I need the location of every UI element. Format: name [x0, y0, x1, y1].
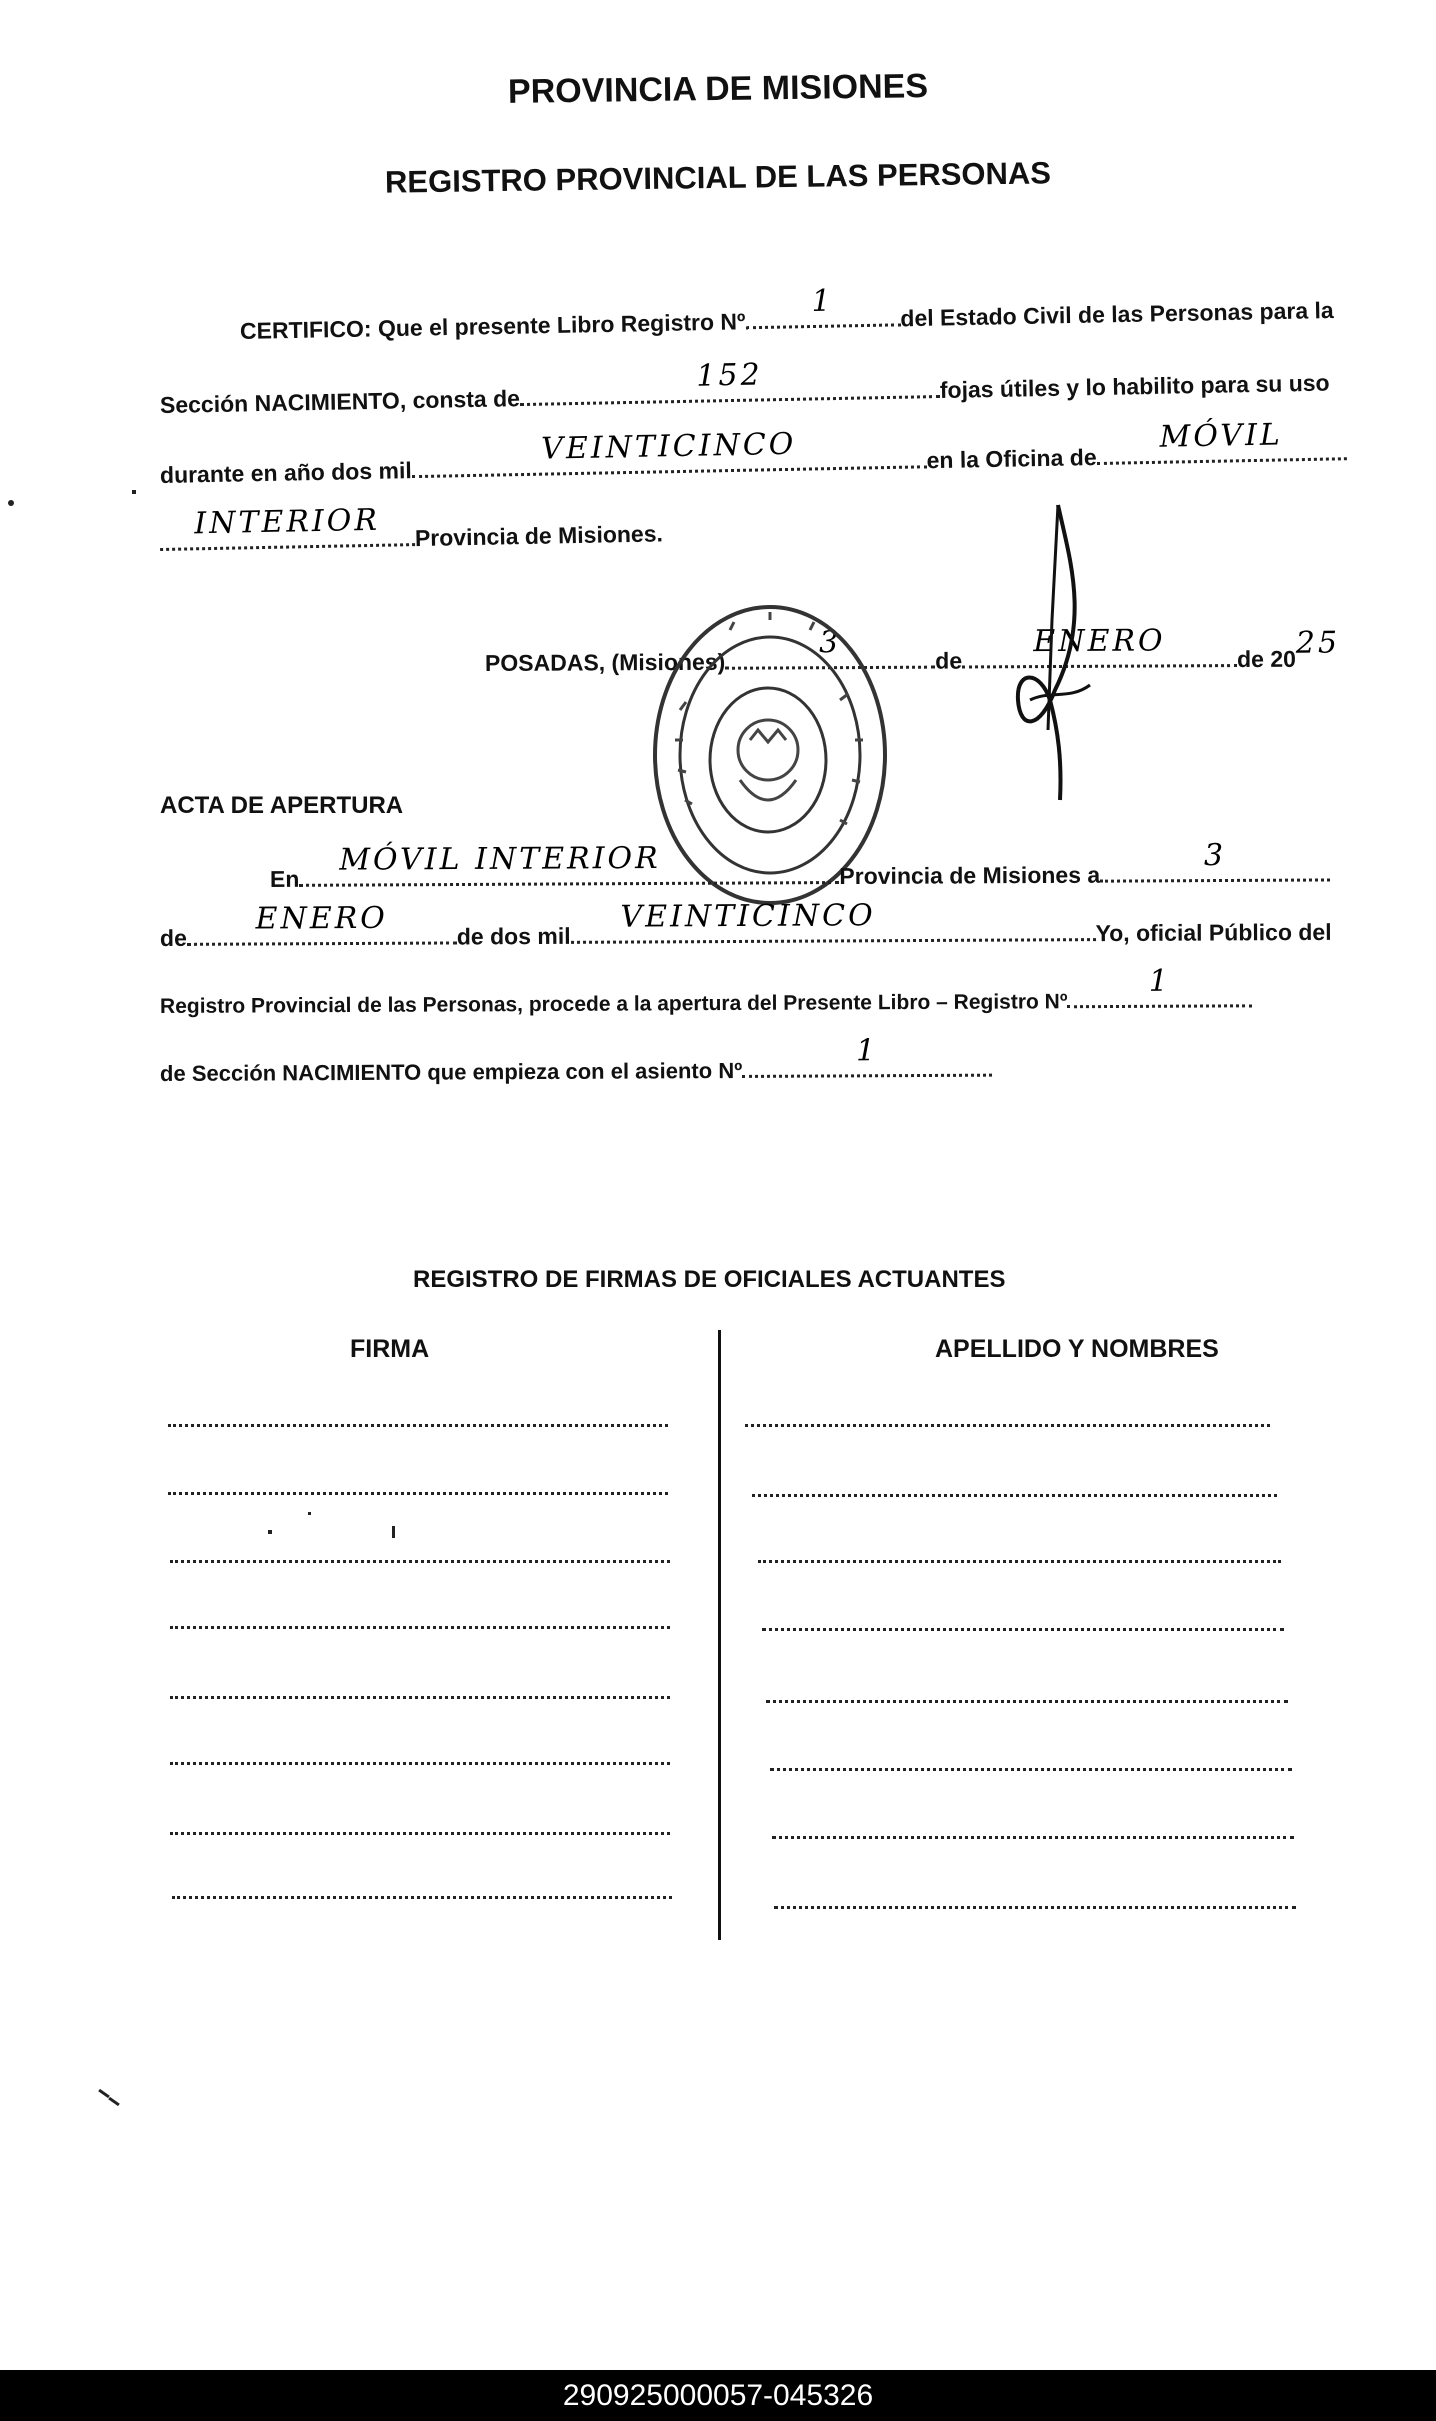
nombres-line[interactable] — [762, 1628, 1284, 1631]
apertura-line-3 — [159, 963, 1253, 1019]
certificate-text: del Estado Civil de las Personas para la — [900, 297, 1334, 332]
handwritten-value: 3 — [1203, 837, 1227, 874]
handwritten-value: 25 — [1295, 625, 1341, 661]
certificate-line-2 — [159, 357, 1330, 419]
certificate-text: Sección NACIMIENTO, consta de — [159, 385, 521, 418]
libro-number-field — [1067, 963, 1252, 1008]
handwritten-value: 3 — [819, 625, 842, 661]
certificate-text: Provincia de Misiones. — [414, 520, 664, 552]
apertura-text: Yo, oficial Público del — [1095, 918, 1332, 947]
lugar-field — [299, 840, 839, 887]
apertura-text: Provincia de Misiones a — [839, 861, 1101, 890]
handwritten-value: 1 — [855, 1033, 879, 1069]
scan-speck — [308, 1512, 311, 1515]
certificate-text: en la Oficina de — [926, 444, 1097, 474]
document-id-band: 290925000057-045326 — [0, 2370, 1436, 2421]
registro-number-field — [745, 283, 900, 329]
page-title: PROVINCIA DE MISIONES — [507, 67, 929, 111]
nombres-line[interactable] — [766, 1700, 1288, 1703]
firma-line[interactable] — [172, 1896, 672, 1899]
handwritten-value: ENERO — [255, 900, 388, 937]
handwritten-value: VEINTICINCO — [620, 898, 876, 935]
apertura-text: de Sección NACIMIENTO que empieza con el asiento Nº — [159, 1057, 743, 1086]
margin-mark — [8, 500, 14, 506]
certificate-line-4 — [160, 502, 664, 557]
nombres-line[interactable] — [758, 1560, 1281, 1563]
nombres-line[interactable] — [770, 1768, 1292, 1771]
certificate-line-3 — [159, 417, 1347, 489]
handwritten-value: 1 — [1148, 963, 1172, 999]
page-subtitle: REGISTRO PROVINCIAL DE LAS PERSONAS — [384, 155, 1052, 200]
handwritten-value: VEINTICINCO — [540, 426, 797, 467]
apertura-text: En — [269, 865, 300, 892]
asiento-field — [742, 1033, 992, 1078]
handwritten-value: ENERO — [1033, 623, 1166, 660]
apertura-text: de — [159, 924, 187, 951]
nombres-column-header: APELLIDO Y NOMBRES — [935, 1335, 1219, 1363]
place-date-line — [484, 623, 1341, 677]
apertura-text: de dos mil — [456, 922, 571, 950]
dia-field — [1100, 837, 1330, 882]
handwritten-value: MÓVIL INTERIOR — [339, 840, 661, 878]
firma-line[interactable] — [168, 1424, 668, 1427]
firma-line[interactable] — [170, 1696, 670, 1699]
certificate-text: fojas útiles y lo habilito para su uso — [939, 369, 1330, 404]
nombres-line[interactable] — [772, 1836, 1294, 1839]
apertura-line-4 — [159, 1033, 992, 1087]
scan-speck — [268, 1530, 272, 1534]
firma-line[interactable] — [168, 1492, 668, 1495]
apertura-line-2 — [159, 898, 1332, 952]
mes-field — [187, 900, 457, 945]
scan-speck — [392, 1526, 395, 1538]
place-text: POSADAS, (Misiones) — [484, 648, 726, 676]
handwritten-value: MÓVIL — [1159, 417, 1284, 455]
firma-line[interactable] — [170, 1560, 670, 1563]
year-suffix-field — [1295, 625, 1341, 667]
apertura-line-1 — [269, 837, 1330, 893]
oficina-field — [1096, 417, 1346, 465]
firma-line[interactable] — [170, 1762, 670, 1765]
certificate-text: durante en año dos mil — [159, 457, 412, 488]
year-field — [411, 426, 926, 478]
nombres-line[interactable] — [774, 1906, 1296, 1909]
margin-mark — [108, 2097, 120, 2106]
signature-icon — [1000, 500, 1110, 810]
column-divider — [718, 1330, 721, 1940]
oficina-continued-field — [160, 502, 415, 551]
margin-mark — [132, 490, 136, 494]
apertura-text: Registro Provincial de las Personas, procede a la apertura del Presente Libro – Registro Nº — [159, 990, 1068, 1018]
signatures-heading: REGISTRO DE FIRMAS DE OFICIALES ACTUANTES — [413, 1266, 1006, 1293]
certificate-line-1 — [239, 283, 1334, 345]
handwritten-value: 1 — [811, 283, 834, 320]
firma-line[interactable] — [170, 1832, 670, 1835]
anio-field — [571, 898, 1096, 944]
firma-line[interactable] — [170, 1626, 670, 1629]
nombres-line[interactable] — [752, 1494, 1277, 1497]
handwritten-value: INTERIOR — [193, 502, 381, 542]
place-text: de 20 — [1237, 645, 1296, 673]
handwritten-value: 152 — [696, 357, 763, 394]
fojas-field — [520, 357, 940, 406]
place-text: de — [935, 647, 963, 674]
margin-mark — [98, 2089, 110, 2098]
apertura-heading: ACTA DE APERTURA — [160, 792, 404, 819]
nombres-line[interactable] — [745, 1424, 1270, 1427]
firma-column-header: FIRMA — [350, 1335, 430, 1363]
certificate-text: CERTIFICO: Que el presente Libro Registro Nº — [239, 308, 746, 344]
